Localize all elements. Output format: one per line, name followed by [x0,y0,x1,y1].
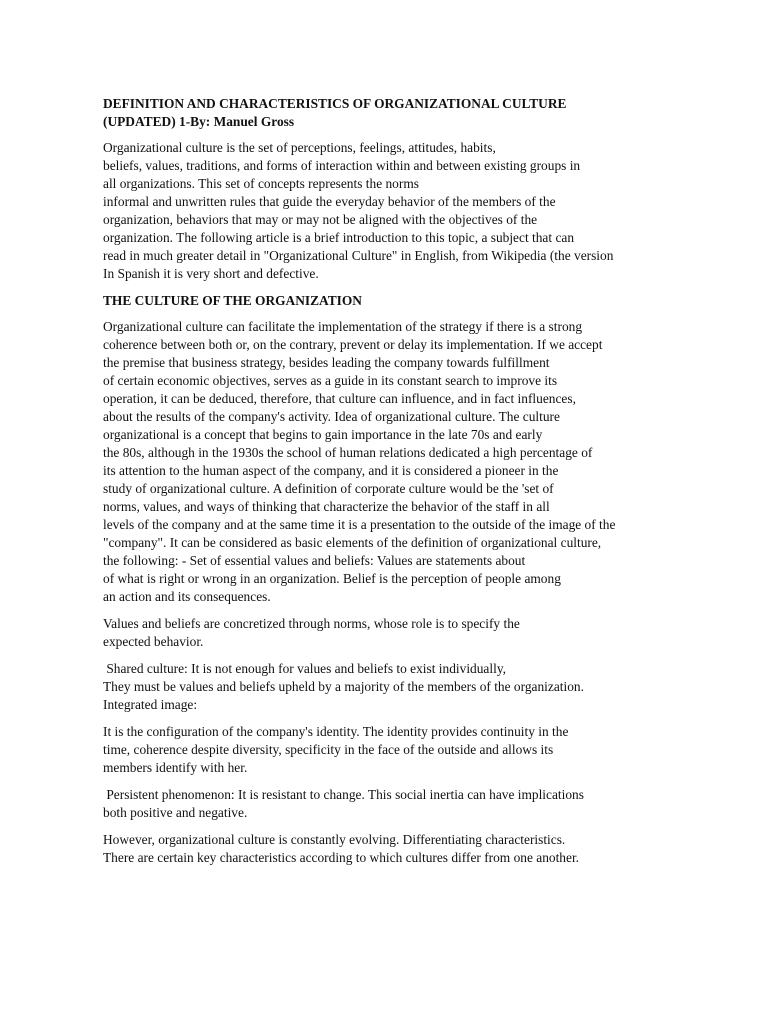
text-line: the 80s, although in the 1930s the school of human relations dedicated a high percentage of [103,445,593,460]
text-line: In Spanish it is very short and defective. [103,266,319,281]
text-line: beliefs, values, traditions, and forms of interaction within and between existing groups in [103,158,581,173]
text-line: all organizations. This set of concepts represents the norms [103,176,419,191]
text-line: coherence between both or, on the contrary, prevent or delay its implementation. If we accept [103,337,603,352]
text-line: time, coherence despite diversity, specificity in the face of the outside and allows its [103,742,554,757]
text-line: Integrated image: [103,697,198,712]
text-line: levels of the company and at the same time it is a presentation to the outside of the image of the [103,517,616,532]
section-heading: THE CULTURE OF THE ORGANIZATION [103,293,362,308]
text-line: However, organizational culture is constantly evolving. Differentiating characteristics. [103,832,566,847]
intro-paragraph [103,139,743,283]
text-line: operation, it can be deduced, therefore, that culture can influence, and in fact influences, [103,391,576,406]
text-line: They must be values and beliefs upheld by a majority of the members of the organization. [103,679,584,694]
persistent-phenomenon-paragraph [103,786,743,822]
text-line: organizational is a concept that begins to gain importance in the late 70s and early [103,427,543,442]
text-line: of certain economic objectives, serves as a guide in its constant search to improve its [103,373,558,388]
text-line: the premise that business strategy, besides leading the company towards fulfillment [103,355,550,370]
text-line: It is the configuration of the company's identity. The identity provides continuity in the [103,724,569,739]
text-line: an action and its consequences. [103,589,271,604]
text-line: Persistent phenomenon: It is resistant to change. This social inertia can have implications [103,787,584,802]
title-line: (UPDATED) 1-By: Manuel Gross [103,114,295,129]
text-line: both positive and negative. [103,805,248,820]
text-line: organization, behaviors that may or may not be aligned with the objectives of the [103,212,538,227]
norms-paragraph [103,615,743,651]
text-line: expected behavior. [103,634,204,649]
text-line: organization. The following article is a brief introduction to this topic, a subject that can [103,230,575,245]
text-line: its attention to the human aspect of the company, and it is considered a pioneer in the [103,463,559,478]
text-line: study of organizational culture. A definition of corporate culture would be the 'set of [103,481,554,496]
shared-culture-paragraph [103,660,743,714]
text-line: There are certain key characteristics according to which cultures differ from one another. [103,850,580,865]
section-paragraph [103,318,743,606]
text-line: Values and beliefs are concretized through norms, whose role is to specify the [103,616,520,631]
text-line: read in much greater detail in "Organizational Culture" in English, from Wikipedia (the version [103,248,614,263]
text-line: about the results of the company's activity. Idea of organizational culture. The culture [103,409,560,424]
evolving-culture-paragraph [103,831,743,867]
text-line: of what is right or wrong in an organization. Belief is the perception of people among [103,571,561,586]
text-line: the following: - Set of essential values and beliefs: Values are statements about [103,553,526,568]
identity-paragraph [103,723,743,777]
document-body [103,95,743,876]
text-line: Organizational culture can facilitate the implementation of the strategy if there is a strong [103,319,583,334]
document-title [103,95,743,131]
text-line: Organizational culture is the set of perceptions, feelings, attitudes, habits, [103,140,496,155]
title-line: DEFINITION AND CHARACTERISTICS OF ORGANIZATIONAL CULTURE [103,96,567,111]
text-line: "company". It can be considered as basic elements of the definition of organizational culture, [103,535,602,550]
text-line: informal and unwritten rules that guide the everyday behavior of the members of the [103,194,556,209]
text-line: norms, values, and ways of thinking that characterize the behavior of the staff in all [103,499,550,514]
text-line: Shared culture: It is not enough for values and beliefs to exist individually, [103,661,506,676]
text-line: members identify with her. [103,760,248,775]
